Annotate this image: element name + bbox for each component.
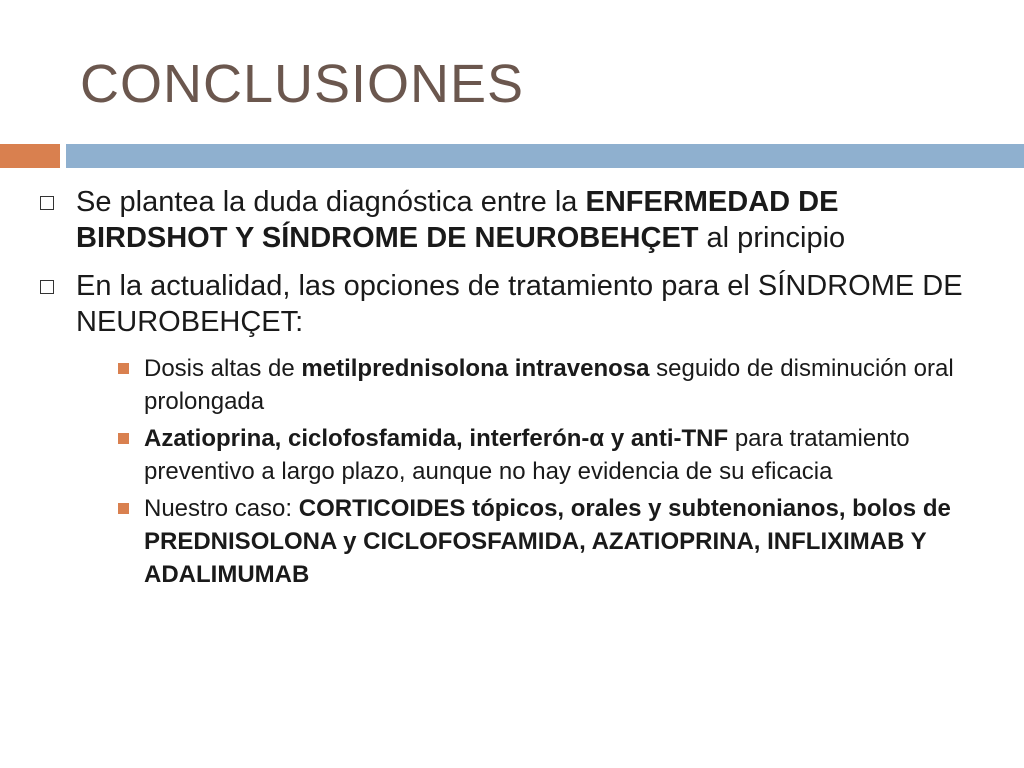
filled-square-bullet-icon xyxy=(118,503,129,514)
filled-square-bullet-icon xyxy=(118,433,129,444)
sub-bullet-text-end: seguido de disminución oral prolongada xyxy=(144,355,954,415)
slide-title: CONCLUSIONES xyxy=(80,54,525,114)
filled-square-bullet-icon xyxy=(118,363,129,374)
bullet-text-end: al principio xyxy=(698,222,846,254)
bullet-text: En la actualidad, las opciones de tratamiento para el SÍNDROME DE NEUROBEHÇET: xyxy=(76,270,963,338)
bullet-list xyxy=(38,184,988,595)
sub-bullet-text: Dosis altas de xyxy=(144,355,302,382)
bullet-item xyxy=(38,268,988,340)
bullet-item xyxy=(38,184,988,256)
square-bullet-icon xyxy=(40,280,54,294)
sub-bullet-bold-text: CORTICOIDES tópicos, orales y subtenonianos, bolos de PREDNISOLONA y CICLOFOSFAMIDA, AZATIOPRINA, INFLIXIMAB Y ADALIMUMAB xyxy=(144,495,951,588)
title-divider-bar xyxy=(66,144,1024,168)
sub-bullet-bold-text: Azatioprina, ciclofosfamida, interferón-α y anti-TNF xyxy=(144,425,729,452)
sub-bullet-bold-text: metilprednisolona intravenosa xyxy=(301,355,650,382)
sub-bullet-item xyxy=(38,352,984,418)
sub-bullet-item xyxy=(38,422,984,488)
square-bullet-icon xyxy=(40,196,54,210)
sub-bullet-item xyxy=(38,492,984,591)
bullet-bold-text: ENFERMEDAD DE BIRDSHOT Y SÍNDROME DE NEUROBEHÇET xyxy=(76,186,839,254)
sub-bullet-text: Nuestro caso: xyxy=(144,495,299,522)
accent-bar xyxy=(0,144,60,168)
bullet-text: Se plantea la duda diagnóstica entre la xyxy=(76,186,586,218)
sub-bullet-text-end: para tratamiento preventivo a largo plazo, aunque no hay evidencia de su eficacia xyxy=(144,425,910,485)
